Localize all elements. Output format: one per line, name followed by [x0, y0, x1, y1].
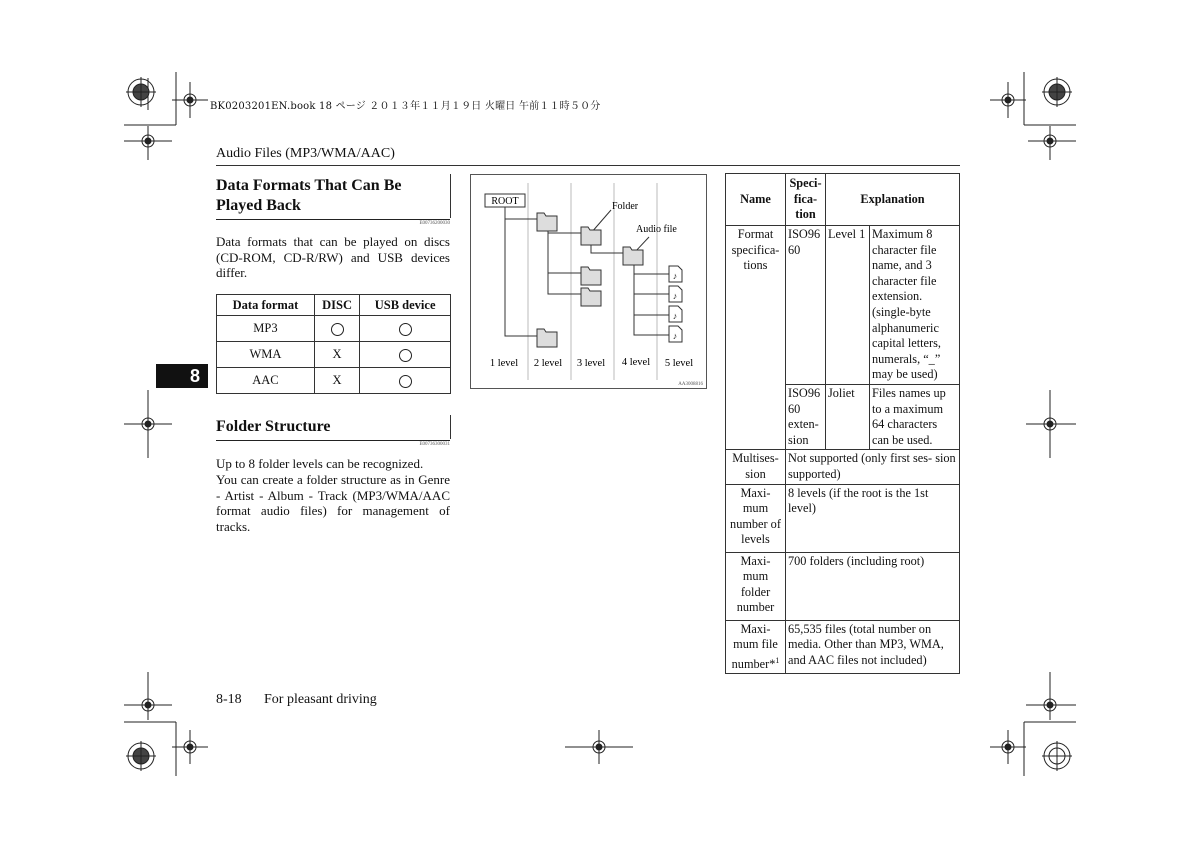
- max-levels-name: Maxi- mum number of levels: [726, 484, 786, 552]
- folder-icon: [537, 329, 557, 347]
- section-rule: [216, 440, 450, 441]
- page-number: 8-18: [216, 692, 242, 707]
- usb-cell: [360, 368, 451, 394]
- supported-circle-icon: [331, 323, 344, 336]
- iso-explanation: Maximum 8 character file name, and 3 character file extension. (single-byte alphanumeric capital letters, numerals, “_” may be used): [870, 226, 960, 385]
- footnote-marker: 1: [775, 655, 780, 665]
- svg-text:♪: ♪: [672, 311, 678, 321]
- section-title-data-formats: Data Formats That Can Be Played Back: [216, 174, 451, 218]
- header-usb-device: USB device: [360, 295, 451, 316]
- format-table-header: [217, 295, 451, 316]
- header-disc: DISC: [314, 295, 359, 316]
- table-row: [726, 226, 960, 385]
- disc-cell: X: [314, 342, 359, 368]
- folder-icon: [623, 247, 643, 265]
- multisession-value: Not supported (only first ses- sion supported): [786, 450, 960, 484]
- format-cell: MP3: [217, 316, 315, 342]
- supported-circle-icon: [399, 375, 412, 388]
- disc-cell: [314, 316, 359, 342]
- level-label: 1 level: [489, 358, 519, 369]
- folder-icon: [581, 288, 601, 306]
- section-rule: [216, 219, 450, 220]
- svg-text:♪: ♪: [672, 291, 678, 301]
- header-data-format: Data format: [217, 295, 315, 316]
- spec-table-header: [726, 174, 960, 226]
- print-info: BK0203201EN.book 18 ページ ２０１３年１１月１９日 火曜日 午前１１時５０分: [210, 101, 601, 112]
- running-head: Audio Files (MP3/WMA/AAC): [216, 146, 395, 161]
- max-folders-name: Maxi- mum folder number: [726, 552, 786, 620]
- table-row: [726, 450, 960, 484]
- table-row: [217, 368, 451, 394]
- max-files-value: 65,535 files (total number on media. Other than MP3, WMA, and AAC files not included): [786, 620, 960, 674]
- root-label: ROOT: [491, 196, 519, 207]
- table-row: [726, 620, 960, 674]
- level-label: 3 level: [576, 358, 606, 369]
- usb-cell: [360, 316, 451, 342]
- max-folders-value: 700 folders (including root): [786, 552, 960, 620]
- diagram-code: AA3008816: [678, 382, 703, 387]
- table-row: [217, 316, 451, 342]
- footer-text: For pleasant driving: [264, 692, 377, 707]
- svg-text:♪: ♪: [672, 331, 678, 341]
- format-cell: WMA: [217, 342, 315, 368]
- chapter-tab: 8: [156, 364, 208, 388]
- section-body-1: Up to 8 folder levels can be recognized.: [216, 456, 424, 471]
- joliet-level: Joliet: [826, 384, 870, 449]
- level-label: 2 level: [533, 358, 563, 369]
- header-rule: [216, 165, 960, 166]
- section-body: Data formats that can be played on discs (CD-ROM, CD-R/RW) and USB devices differ.: [216, 234, 450, 281]
- audio-file-label: Audio file: [636, 224, 677, 235]
- section-title-folder-structure: Folder Structure: [216, 415, 451, 439]
- format-cell: AAC: [217, 368, 315, 394]
- usb-cell: [360, 342, 451, 368]
- section-body-2: You can create a folder structure as in Genre - Artist - Album - Track (MP3/WMA/AAC format audio files) for management of tracks.: [216, 472, 450, 534]
- supported-circle-icon: [399, 323, 412, 336]
- level-label: 5 level: [664, 358, 694, 369]
- section-code: E00736200030: [419, 221, 450, 226]
- header-name: Name: [726, 174, 786, 226]
- max-levels-value: 8 levels (if the root is the 1st level): [786, 484, 960, 552]
- supported-circle-icon: [399, 349, 412, 362]
- section-code: E00736300031: [419, 442, 450, 447]
- header-explanation: Explanation: [826, 174, 960, 226]
- svg-text:♪: ♪: [672, 271, 678, 281]
- multisession-name: Multises- sion: [726, 450, 786, 484]
- header-specification: Speci- fica- tion: [786, 174, 826, 226]
- spec-table: [725, 173, 960, 674]
- iso-spec: ISO96 60: [786, 226, 826, 385]
- folder-icon: [537, 213, 557, 231]
- folder-label: Folder: [612, 201, 639, 212]
- folder-icon: [581, 267, 601, 285]
- disc-cell: X: [314, 368, 359, 394]
- iso-extension-spec: ISO96 60 exten- sion: [786, 384, 826, 449]
- format-table: [216, 294, 451, 394]
- iso-level: Level 1: [826, 226, 870, 385]
- joliet-explanation: Files names up to a maximum 64 characters can be used.: [870, 384, 960, 449]
- format-spec-name: Format specifica- tions: [726, 226, 786, 450]
- table-row: [726, 484, 960, 552]
- table-row: [726, 552, 960, 620]
- folder-structure-diagram: [470, 174, 707, 389]
- folder-icon: [581, 227, 601, 245]
- max-files-name: Maxi- mum file number*$^1$: [726, 620, 786, 674]
- level-label: 4 level: [621, 357, 651, 368]
- table-row: [217, 342, 451, 368]
